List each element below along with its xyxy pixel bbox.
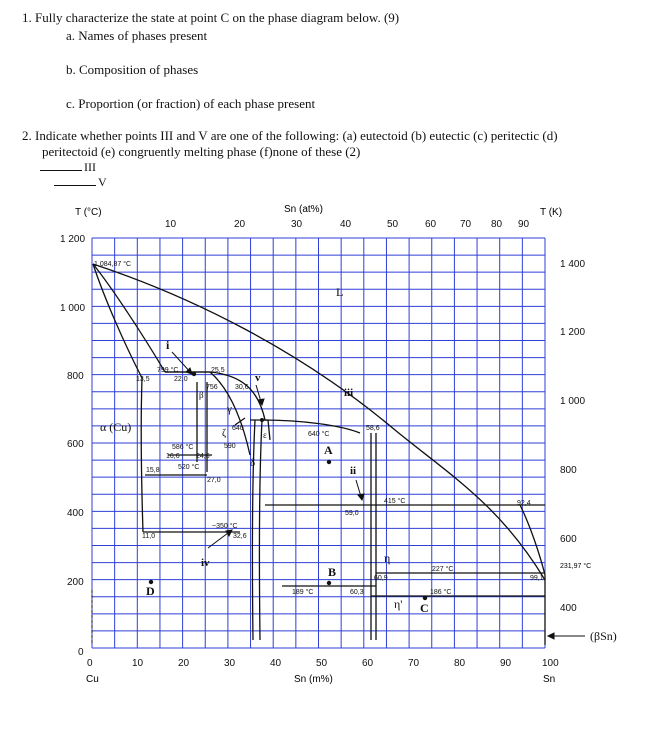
annot-c25-5: 25,5 bbox=[211, 367, 225, 374]
point-b-label: B bbox=[328, 565, 337, 579]
phase-eta-label: η bbox=[384, 551, 391, 565]
annot-t1084: 1 084,87 °C bbox=[94, 261, 132, 268]
right-tick: 400 bbox=[560, 603, 577, 614]
annot-c59-0: 59,0 bbox=[345, 510, 359, 517]
right-tick: 600 bbox=[560, 534, 577, 545]
phase-beta-label: β bbox=[199, 390, 204, 400]
left-tick: 800 bbox=[67, 371, 84, 382]
bottom-tick: 40 bbox=[270, 658, 282, 669]
point-iv-label: iv bbox=[201, 557, 210, 569]
right-tick: 1 000 bbox=[560, 396, 586, 407]
annot-c24-6: 24,6 bbox=[196, 453, 210, 460]
phase-beta-sn-label: (βSn) bbox=[590, 629, 617, 643]
point-ii-label: ii bbox=[350, 465, 357, 477]
top-axis-title: Sn (at%) bbox=[284, 204, 323, 215]
phase-delta-label: δ bbox=[250, 457, 256, 469]
annot-t227: 227 °C bbox=[432, 566, 454, 573]
annot-t640: 640 bbox=[232, 425, 244, 432]
point-iii-label: iii bbox=[344, 387, 354, 399]
annot-c13-5: 13,5 bbox=[136, 376, 150, 383]
annot-c32-6: 32,6 bbox=[233, 533, 247, 540]
annot-t590: 590 bbox=[224, 443, 236, 450]
bottom-tick: 70 bbox=[408, 658, 420, 669]
annot-c22-0: 22,0 bbox=[174, 376, 188, 383]
bottom-tick: 60 bbox=[362, 658, 374, 669]
phase-liquid-label: L bbox=[336, 285, 344, 299]
annot-t640c: 640 °C bbox=[308, 431, 330, 438]
point-b-dot bbox=[327, 581, 331, 585]
top-tick: 40 bbox=[340, 219, 352, 230]
bottom-axis-title: Sn (m%) bbox=[294, 674, 333, 685]
annot-c27-0: 27,0 bbox=[207, 477, 221, 484]
y-right-title: T (K) bbox=[540, 207, 563, 218]
left-tick: 400 bbox=[67, 508, 84, 519]
left-tick: 1 200 bbox=[60, 234, 86, 245]
answer-blank-iii-label: III bbox=[84, 160, 96, 174]
annot-t799: 799 °C bbox=[157, 367, 179, 374]
answer-blank-v-label: V bbox=[98, 175, 107, 189]
top-tick: 50 bbox=[387, 219, 399, 230]
question-1c: c. Proportion (or fraction) of each phase present bbox=[66, 96, 316, 111]
point-d-dot bbox=[149, 580, 153, 584]
annot-c58-6: 58,6 bbox=[366, 425, 380, 432]
annot-c99-1: 99,1 bbox=[530, 575, 544, 582]
bottom-tick: 50 bbox=[316, 658, 328, 669]
phase-epsilon-label: ε bbox=[263, 430, 267, 440]
top-tick: 30 bbox=[291, 219, 303, 230]
question-2-line2: peritectoid (e) congruently melting phase (f)none of these (2) bbox=[42, 144, 361, 159]
point-a-dot bbox=[327, 460, 331, 464]
point-i-label: i bbox=[166, 338, 170, 352]
bottom-tick: 90 bbox=[500, 658, 512, 669]
top-tick: 20 bbox=[234, 219, 246, 230]
bottom-tick: 30 bbox=[224, 658, 236, 669]
annot-c60-3: 60,3 bbox=[350, 589, 364, 596]
annot-t586: 586 °C bbox=[172, 444, 194, 451]
annot-t350: ~350 °C bbox=[212, 523, 238, 530]
phase-eta-prime-label: η' bbox=[394, 597, 403, 611]
annot-c60-9: 60,9 bbox=[374, 575, 388, 582]
bottom-tick: 20 bbox=[178, 658, 190, 669]
right-tick: 800 bbox=[560, 465, 577, 476]
top-tick: 90 bbox=[518, 219, 530, 230]
phase-zeta-label: ζ bbox=[222, 428, 227, 439]
left-tick: 200 bbox=[67, 577, 84, 588]
top-tick: 70 bbox=[460, 219, 472, 230]
top-tick: 80 bbox=[491, 219, 503, 230]
question-2-line1: 2. Indicate whether points III and V are one of the following: (a) eutectoid (b) eutectic (c) peritectic (d) bbox=[22, 128, 558, 143]
annot-c30-6: 30,6 bbox=[235, 384, 249, 391]
left-tick: 0 bbox=[78, 647, 84, 658]
question-1a: a. Names of phases present bbox=[66, 28, 208, 43]
annot-t520: 520 °C bbox=[178, 464, 200, 471]
annot-c16-6: 16,6 bbox=[166, 453, 180, 460]
bottom-tick: 100 bbox=[542, 658, 559, 669]
question-1: 1. Fully characterize the state at point C on the phase diagram below. (9) bbox=[22, 10, 400, 25]
annot-t415: 415 °C bbox=[384, 498, 406, 505]
annot-t756: 756 bbox=[206, 384, 218, 391]
top-tick: 60 bbox=[425, 219, 437, 230]
annot-c15-8: 15,8 bbox=[146, 467, 160, 474]
bottom-tick: 10 bbox=[132, 658, 144, 669]
left-tick: 600 bbox=[67, 439, 84, 450]
top-tick: 10 bbox=[165, 219, 177, 230]
left-tick: 1 000 bbox=[60, 303, 86, 314]
point-c-label: C bbox=[420, 601, 429, 615]
right-extra-temp: 231,97 °C bbox=[560, 563, 592, 570]
bottom-right-label: Sn bbox=[543, 674, 556, 685]
right-tick: 1 200 bbox=[560, 327, 586, 338]
phase-alpha-label: α (Cu) bbox=[100, 420, 132, 434]
point-v-dot bbox=[260, 418, 264, 422]
point-a-label: A bbox=[324, 443, 333, 457]
point-v-label: v bbox=[255, 372, 261, 384]
point-i-dot bbox=[192, 372, 196, 376]
y-left-title: T (°C) bbox=[75, 207, 102, 218]
annot-c92-4: 92,4 bbox=[517, 500, 531, 507]
phase-gamma-label: γ bbox=[227, 403, 232, 415]
bottom-left-label: Cu bbox=[86, 674, 99, 685]
point-c-dot bbox=[423, 596, 427, 600]
annot-t189: 189 °C bbox=[292, 589, 314, 596]
bottom-tick: 0 bbox=[87, 658, 93, 669]
right-tick: 1 400 bbox=[560, 259, 586, 270]
question-1b: b. Composition of phases bbox=[66, 62, 199, 77]
annot-t186: 186 °C bbox=[430, 589, 452, 596]
annot-c11-0: 11,0 bbox=[142, 533, 156, 540]
bottom-tick: 80 bbox=[454, 658, 466, 669]
point-d-label: D bbox=[146, 584, 155, 598]
